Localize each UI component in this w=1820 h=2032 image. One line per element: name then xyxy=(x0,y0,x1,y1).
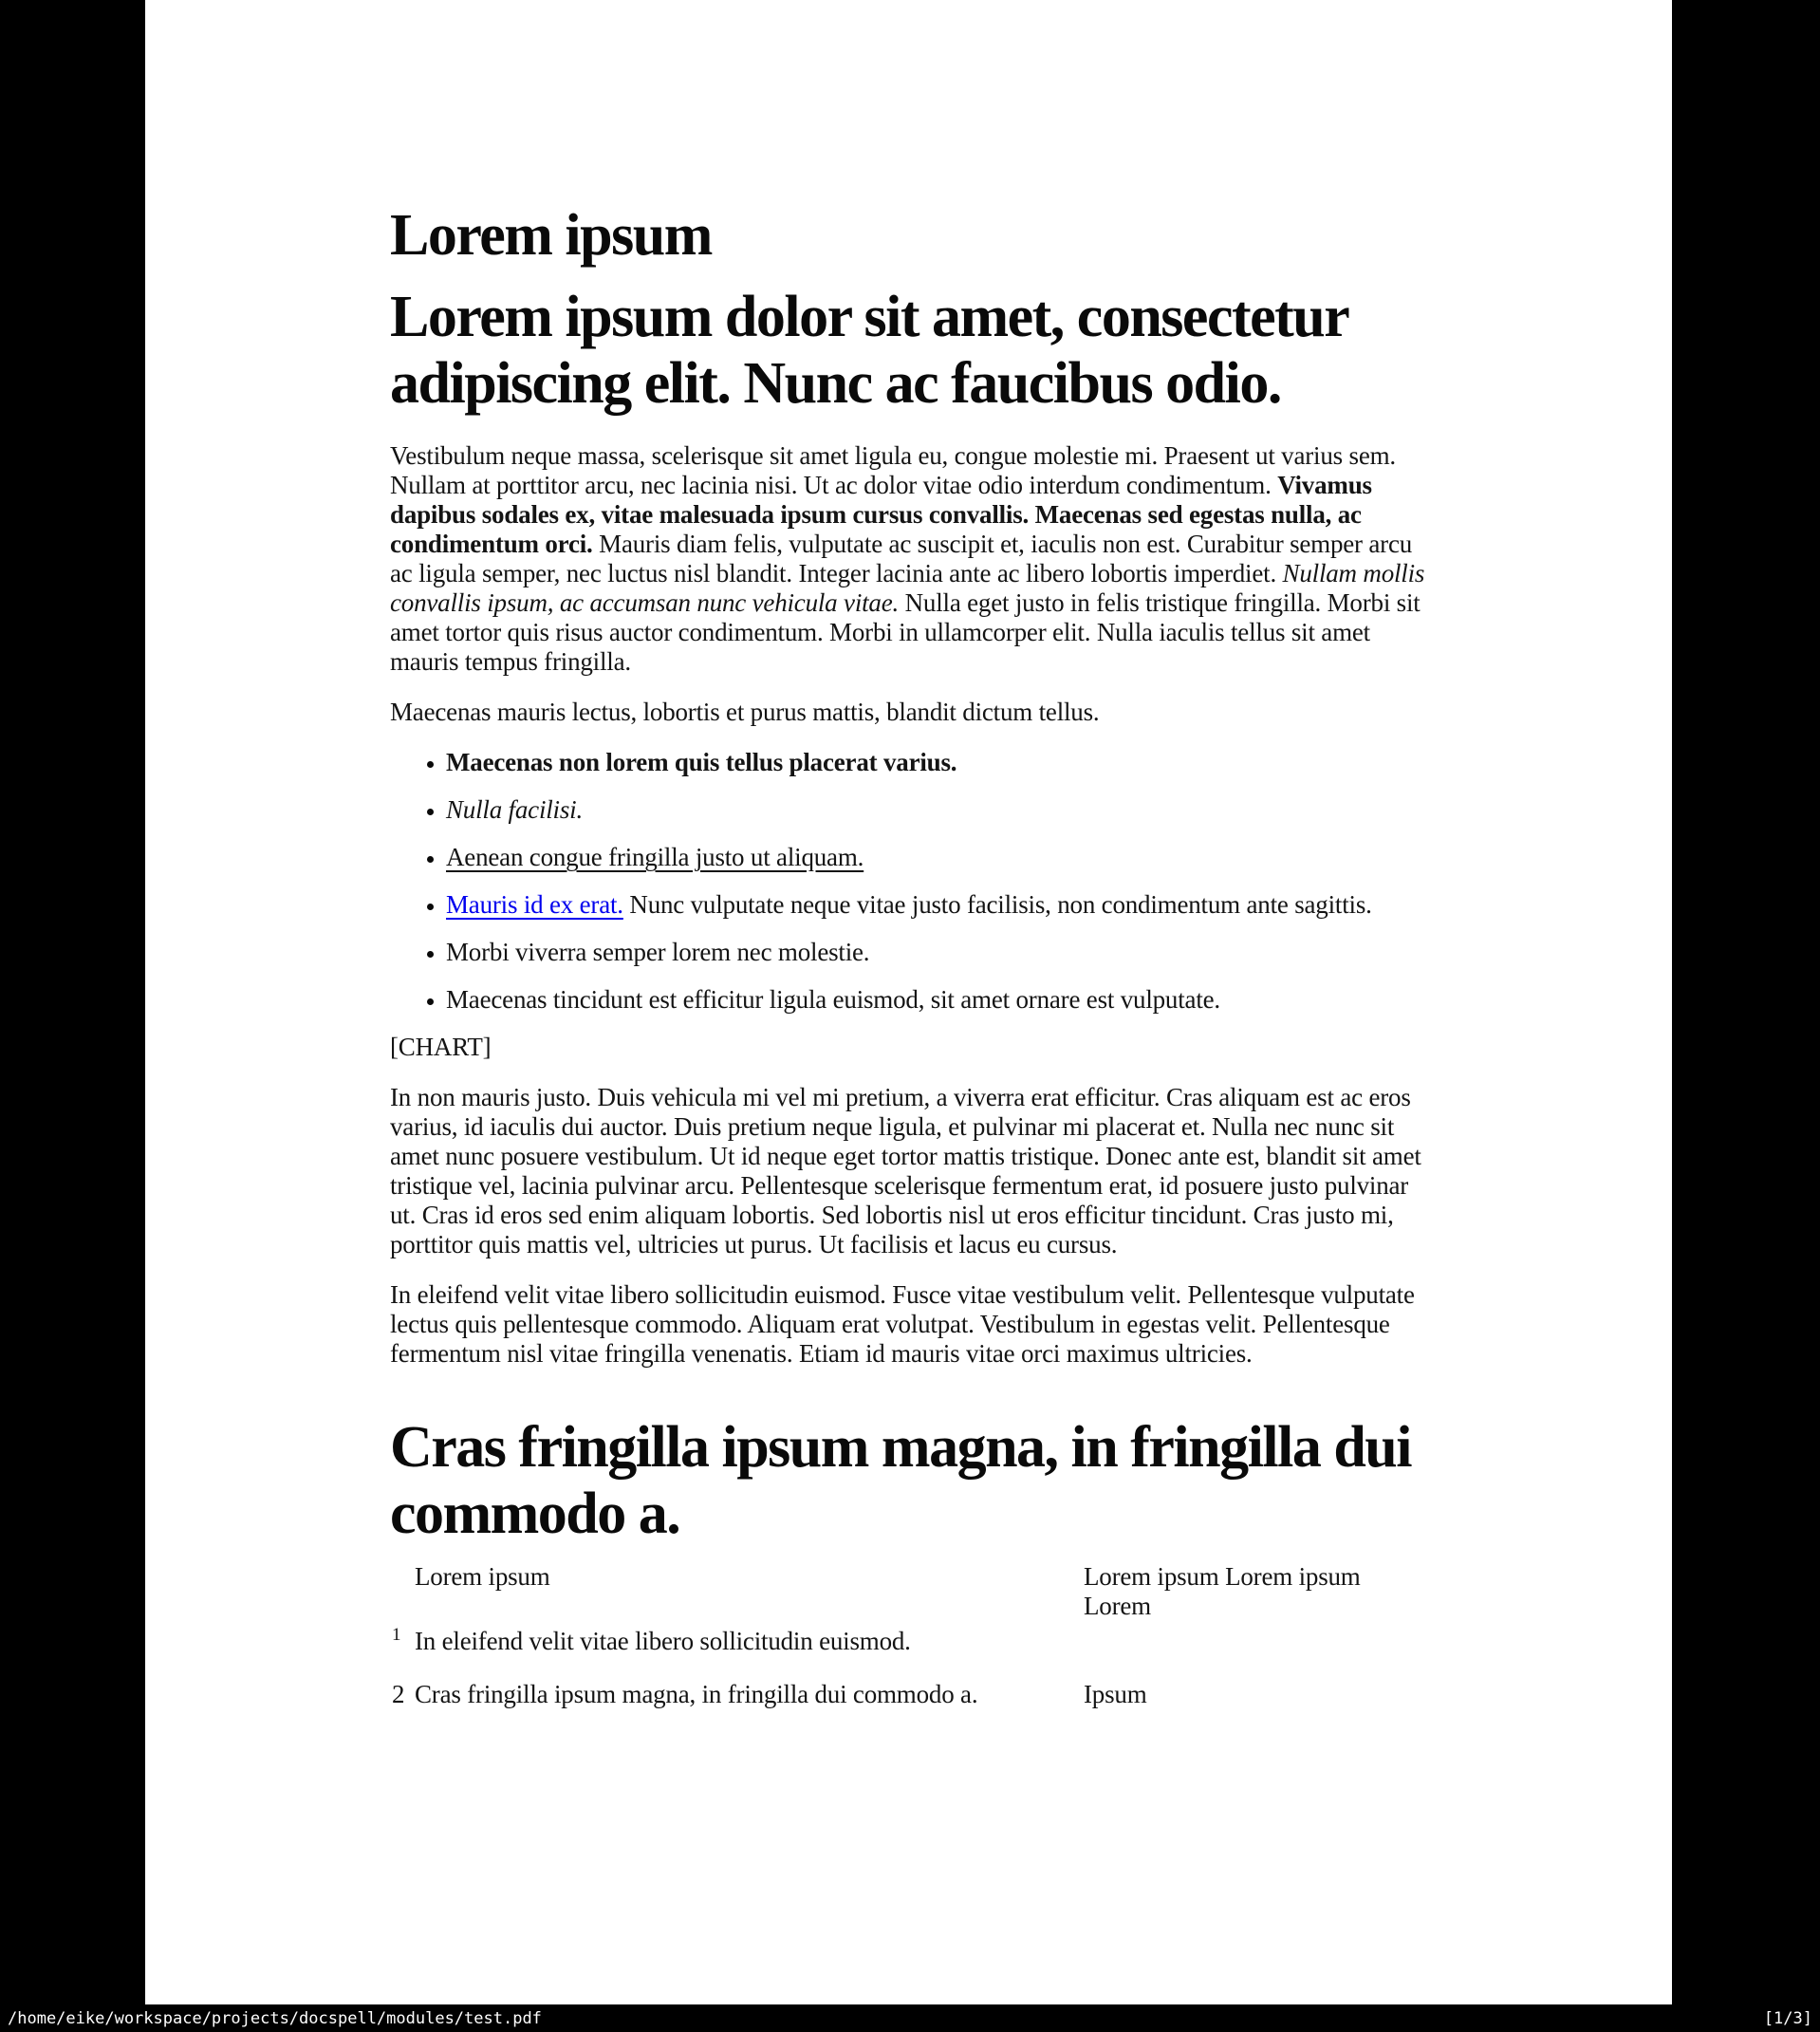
section-heading-1: Lorem ipsum dolor sit amet, consectetur adipiscing elit. Nunc ac faucibus odio. xyxy=(390,285,1348,416)
list-item-4-text: Nunc vulputate neque vitae justo facilisis, non condimentum ante sagittis. xyxy=(622,890,1372,919)
table-cell-text: Cras fringilla ipsum magna, in fringilla dui commodo a. xyxy=(415,1680,978,1708)
list-item-1 xyxy=(446,748,1425,777)
chart-placeholder: [CHART] xyxy=(390,1033,492,1061)
list-item-2-italic-text: Nulla facilisi. xyxy=(446,795,584,824)
table-cell-right: Ipsum xyxy=(1084,1680,1147,1708)
document-table xyxy=(392,1562,1425,1709)
paragraph-1-italic-text: Nullam mollis convallis ipsum, ac accumsan nunc vehicula vitae. xyxy=(390,559,1425,617)
table-header-cell-left: Lorem ipsum xyxy=(415,1562,550,1591)
section-heading-2: Cras fringilla ipsum magna, in fringilla dui commodo a. xyxy=(390,1415,1412,1546)
list-item-5: • Morbi viverra semper lorem nec molestie. xyxy=(446,938,1425,967)
table-cell-text: In eleifend velit vitae libero sollicitudin euismod. xyxy=(415,1627,911,1655)
bullet-list xyxy=(390,748,1425,1015)
pdf-page xyxy=(145,0,1672,2004)
table-header-row xyxy=(415,1562,1425,1620)
paragraph-1 xyxy=(390,441,1425,677)
statusbar-file-path: /home/eike/workspace/projects/docspell/modules/test.pdf xyxy=(8,2008,542,2028)
table-row xyxy=(392,1680,1425,1709)
table-cell-left xyxy=(392,1625,1058,1656)
paragraph-3: In non mauris justo. Duis vehicula mi vel mi pretium, a viverra erat efficitur. Cras aliquam est ac eros varius, id iaculis dui auctor. Duis pretium neque ligula, et pulvinar mi placerat et. Nulla nec nunc sit amet nunc posuere vestibulum. Ut id neque eget tortor mattis tristique. Donec ante est, blandit sit amet tristique vel, lacinia pulvinar arcu. Pellentesque scelerisque fermentum erat, id posuere justo pulvinar ut. Cras id eros sed enim aliquam lobortis. Sed lobortis nisl ut eros efficitur tincidunt. Cras justo mi, porttitor quis mattis vel, ultricies ut purus. Ut facilisis et lacus eu cursus. xyxy=(390,1083,1421,1258)
row-number: 1 xyxy=(392,1625,401,1645)
list-item-2 xyxy=(446,795,1425,825)
paragraph-1-text: Vestibulum neque massa, scelerisque sit amet ligula eu, congue molestie mi. Praesent ut varius sem. Nullam at porttitor arcu, nec lacinia nisi. Ut ac dolor vitae odio interdum condimentum. xyxy=(390,441,1396,499)
table-cell-right xyxy=(1084,1627,1429,1656)
paragraph-1-text: Nulla eget justo in felis tristique fringilla. Morbi sit amet tortor quis risus auctor condimentum. Morbi in ullamcorper elit. Nulla iaculis tellus sit amet mauris tempus fringilla. xyxy=(390,588,1421,676)
table-row xyxy=(392,1625,1425,1656)
paragraph-2: Maecenas mauris lectus, lobortis et purus mattis, blandit dictum tellus. xyxy=(390,698,1100,726)
statusbar xyxy=(0,2004,1820,2032)
paragraph-4: In eleifend velit vitae libero sollicitudin euismod. Fusce vitae vestibulum velit. Pellentesque vulputate lectus quis pellentesque commodo. Aliquam erat volutpat. Vestibulum in egestas velit. Pellentesque fermentum nisl vitae fringilla venenatis. Etiam id mauris vitae orci maximus ultricies. xyxy=(390,1280,1415,1368)
list-item-3-underlined-text: Aenean congue fringilla justo ut aliquam. xyxy=(446,843,864,871)
list-item-4 xyxy=(446,890,1425,920)
list-item-3 xyxy=(446,843,1425,872)
paragraph-1-bold-text: Vivamus dapibus sodales ex, vitae malesuada ipsum cursus convallis. Maecenas sed egestas nulla, ac condimentum orci. xyxy=(390,471,1372,558)
statusbar-page-indicator: [1/3] xyxy=(1763,2008,1812,2028)
document-content xyxy=(145,0,1425,1709)
row-number: 2 xyxy=(392,1680,405,1708)
table-cell-left xyxy=(392,1680,1058,1709)
list-item-6: • Maecenas tincidunt est efficitur ligula euismod, sit amet ornare est vulputate. xyxy=(446,985,1425,1015)
table-header-cell-right: Lorem ipsum Lorem ipsum Lorem xyxy=(1084,1562,1361,1620)
list-item-1-bold-text: Maecenas non lorem quis tellus placerat varius. xyxy=(446,748,957,776)
mauris-id-ex-erat-link[interactable]: Mauris id ex erat. xyxy=(446,890,623,919)
document-title: Lorem ipsum xyxy=(390,203,712,268)
paragraph-1-text: Mauris diam felis, vulputate ac suscipit et, iaculis non est. Curabitur semper arcu ac ligula semper, nec luctus nisl blandit. Integer lacinia ante ac libero lobortis imperdiet. xyxy=(390,530,1413,587)
